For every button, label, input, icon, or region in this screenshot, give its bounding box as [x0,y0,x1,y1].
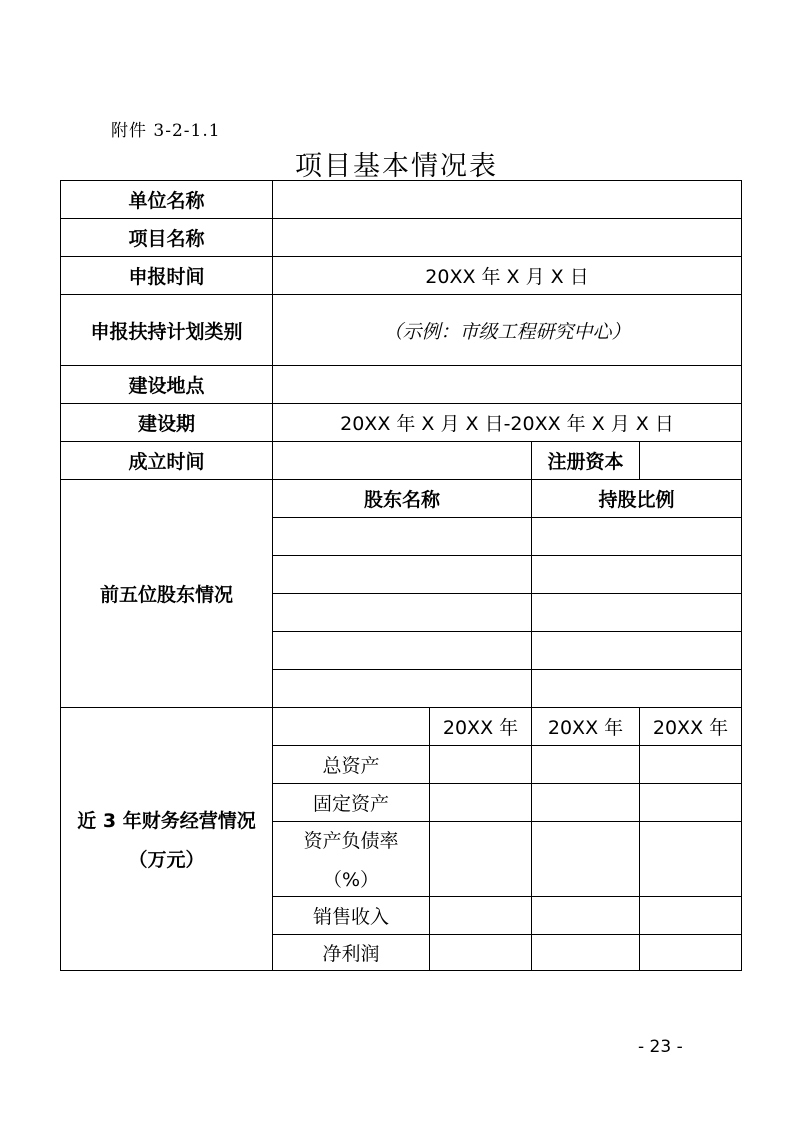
finance-value-cell[interactable] [640,822,742,897]
period-field[interactable]: 20XX 年 X 月 X 日-20XX 年 X 月 X 日 [273,404,742,442]
finance-value-cell[interactable] [532,935,640,971]
project-name-field[interactable] [273,219,742,257]
net-profit-label: 净利润 [273,935,430,971]
support-type-field[interactable]: （示例：市级工程研究中心） [273,295,742,366]
debt-ratio-label [273,822,430,897]
finance-value-cell[interactable] [430,822,532,897]
finance-value-cell[interactable] [640,935,742,971]
finance-label [61,708,273,971]
location-field[interactable] [273,366,742,404]
shareholder-name-cell[interactable] [273,632,532,670]
capital-field[interactable] [640,442,742,480]
debt-ratio-label-line2: （%） [322,869,380,891]
finance-value-cell[interactable] [532,746,640,784]
shareholder-name-cell[interactable] [273,594,532,632]
finance-year-header: 20XX 年 [430,708,532,746]
shareholder-ratio-cell[interactable] [532,594,742,632]
finance-value-cell[interactable] [640,746,742,784]
established-label: 成立时间 [61,442,273,480]
unit-name-label: 单位名称 [61,181,273,219]
finance-value-cell[interactable] [532,897,640,935]
page-number: - 23 - [638,1037,683,1057]
shareholder-ratio-cell[interactable] [532,556,742,594]
attachment-number: 附件 3-2-1.1 [111,121,221,141]
shareholders-label: 前五位股东情况 [61,480,273,708]
debt-ratio-label-line1: 资产负债率 [303,830,399,852]
finance-value-cell[interactable] [640,897,742,935]
finance-value-cell[interactable] [532,784,640,822]
fixed-assets-label: 固定资产 [273,784,430,822]
capital-label: 注册资本 [532,442,640,480]
finance-value-cell[interactable] [640,784,742,822]
finance-label-line2: （万元） [128,849,205,871]
apply-time-field[interactable]: 20XX 年 X 月 X 日 [273,257,742,295]
finance-value-cell[interactable] [430,746,532,784]
apply-time-label: 申报时间 [61,257,273,295]
project-name-label: 项目名称 [61,219,273,257]
project-info-table [60,180,742,971]
shareholder-ratio-cell[interactable] [532,518,742,556]
total-assets-label: 总资产 [273,746,430,784]
shareholder-name-header: 股东名称 [273,480,532,518]
unit-name-field[interactable] [273,181,742,219]
established-field[interactable] [273,442,532,480]
finance-label-line1: 近 3 年财务经营情况 [77,810,256,832]
support-type-label: 申报扶持计划类别 [61,295,273,366]
finance-year-header: 20XX 年 [640,708,742,746]
shareholder-ratio-cell[interactable] [532,670,742,708]
finance-corner-cell [273,708,430,746]
shareholder-name-cell[interactable] [273,556,532,594]
finance-year-header: 20XX 年 [532,708,640,746]
form-title: 项目基本情况表 [295,151,498,182]
finance-value-cell[interactable] [430,935,532,971]
shareholder-ratio-header: 持股比例 [532,480,742,518]
finance-value-cell[interactable] [430,897,532,935]
period-label: 建设期 [61,404,273,442]
shareholder-name-cell[interactable] [273,670,532,708]
location-label: 建设地点 [61,366,273,404]
sales-income-label: 销售收入 [273,897,430,935]
finance-value-cell[interactable] [532,822,640,897]
shareholder-name-cell[interactable] [273,518,532,556]
finance-value-cell[interactable] [430,784,532,822]
shareholder-ratio-cell[interactable] [532,632,742,670]
